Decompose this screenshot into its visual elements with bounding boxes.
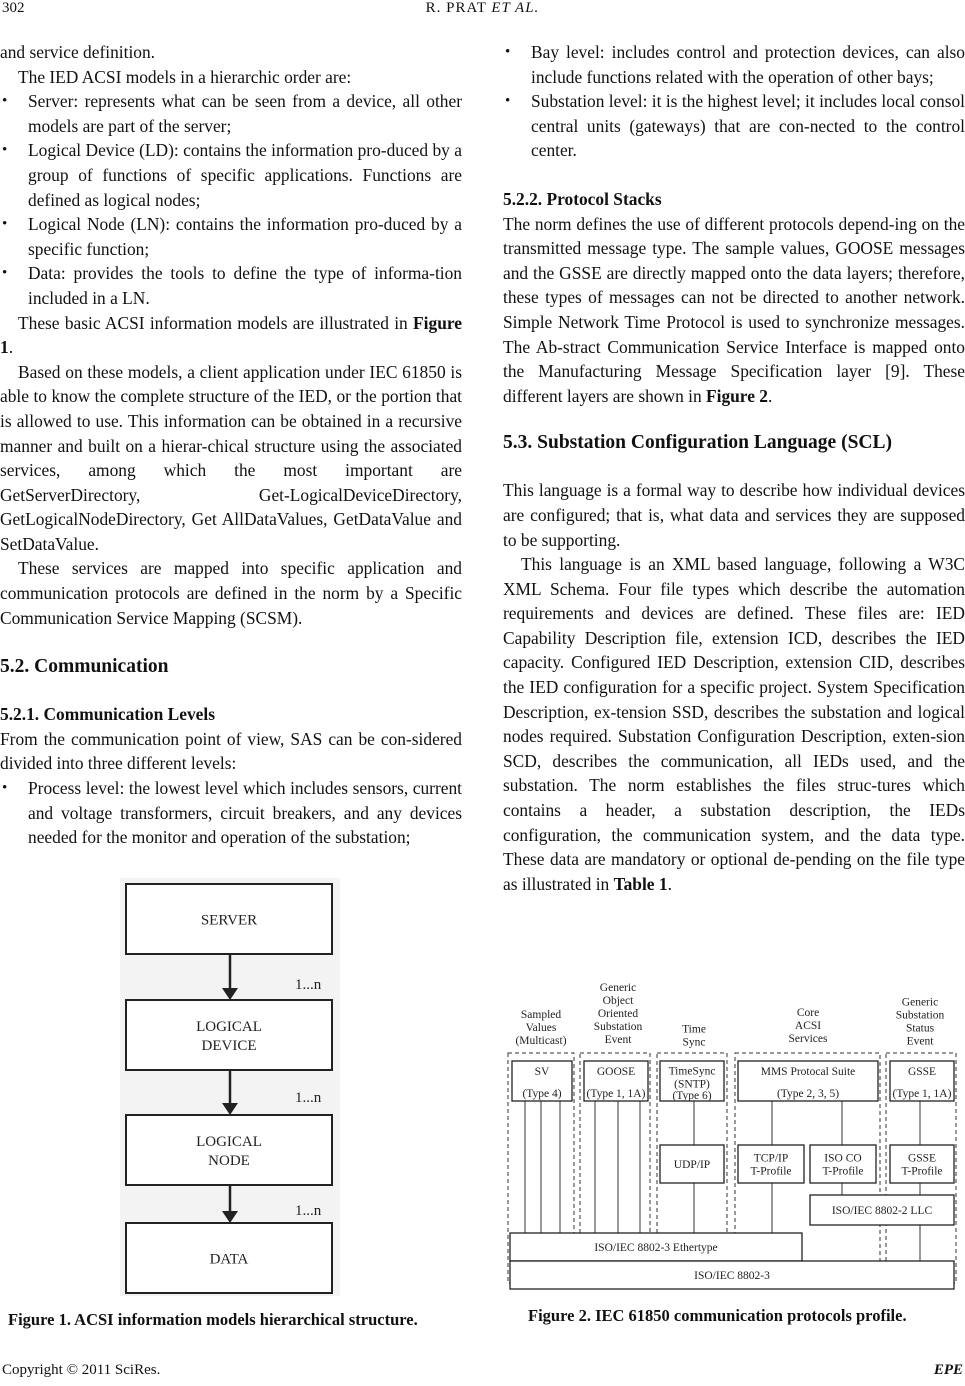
fig2-label-gsse-type: (Type 1, 1A) [892, 1088, 952, 1101]
fig2-label-goose: GOOSE [596, 1066, 636, 1079]
fig2-label-gsse-header: Generic Substation Status Event [895, 996, 945, 1048]
fig2-label-sv: SV [534, 1066, 550, 1079]
section-heading-scl: 5.3. Substation Configuration Language (SCL) [503, 432, 892, 454]
scl-paragraph-2 [503, 552, 965, 896]
fig2-label-udp: UDP/IP [673, 1159, 711, 1172]
fig2-label-isoco: ISO CO T-Profile [822, 1152, 864, 1178]
footer-journal: EPE [933, 1362, 963, 1378]
running-head [0, 0, 965, 17]
protocol-paragraph [503, 212, 965, 409]
figure1-diagram [110, 878, 350, 1298]
fig1-multiplicity: 1...n [295, 977, 322, 993]
section-heading-communication: 5.2. Communication [0, 656, 169, 678]
client-paragraph: Based on these models, a client application under IEC 61850 is able to know the complete structure of the IED, or the portion that is allowed to use. This information can be obtained in a recursive manner and built on a hierar-chical structure using the associated services, among which the most important are GetServerDirectory, Get-LogicalDeviceDirectory, GetLogicalNodeDirectory, Get AllDataValues, GetDataValue and SetDataValue. [0, 361, 462, 554]
levels-list-continued [503, 40, 965, 163]
paragraph-text: This language is an XML based language, following a W3C XML Schema. Four file types which describe the automation requirements and devices are defined. These files are: IED Capability Description file, extension ICD, describes the IED capacity. Configured IED Description, extension CID, describes the IED configuration for a specific project. System Specification Description, ex-tension SSD, describes the substation and logical nodes required. Substation Configuration Description, exten-sion SCD, describes the communication, all IEDs used, and the substation. The norm establishes the files struc-tures which contains a header, a substation description, the IEDs configuration, the communication system, and the data type. These data are mandatory or optional de-pending on the file type as illustrated in [503, 554, 965, 894]
fig2-label-sampled-values: Sampled Values (Multicast) [515, 1009, 567, 1048]
figure2-diagram [500, 975, 962, 1297]
fig1-label-data: DATA [209, 1251, 249, 1268]
running-head-authors: R. PRAT [425, 0, 487, 16]
page-number: 302 [2, 0, 25, 16]
list-item: • Bay level: includes control and protection devices, can also include functions related with the operation of other bays; [503, 40, 965, 89]
figure2-ref: Figure 2 [705, 385, 768, 406]
services-paragraph: These services are mapped into specific application and communication protocols are defined in the norm by a Specific Communication Service Mapping (SCSM). [0, 558, 462, 628]
fig2-label-tcp: TCP/IP T-Profile [750, 1152, 792, 1178]
scl-paragraph-1: This language is a formal way to describe how individual devices are configured; that is, what data and services they are supposed to be supporting. [503, 480, 965, 550]
figure2-caption: Figure 2. IEC 61850 communication protocols profile. [528, 1306, 907, 1325]
fig1-label-logical-node: LOGICAL NODE [196, 1133, 262, 1169]
left-column [0, 40, 462, 850]
running-head-etal: ET AL. [491, 0, 540, 16]
fig2-label-goose-type: (Type 1, 1A) [586, 1088, 646, 1101]
intro-text: and service definition. [0, 42, 156, 62]
list-item: • Logical Node (LN): contains the information pro-duced by a specific function; [0, 212, 462, 261]
fig1-box-logical-device [126, 1000, 332, 1070]
list-item: • Process level: the lowest level which includes sensors, current and voltage transformers, circuit breakers, and any devices needed for the monitor and operation of the substation; [0, 776, 462, 850]
list-item: • Data: provides the tools to define the type of informa-tion included in a LN. [0, 261, 462, 310]
figure1-caption: Figure 1. ACSI information models hierarchical structure. [8, 1310, 418, 1329]
paragraph-text: . [667, 873, 672, 894]
fig2-label-sv-type: (Type 4) [522, 1088, 562, 1101]
list-item: • Substation level: it is the highest level; it includes local consol central units (gateways) that are con-nected to the control center. [503, 89, 965, 163]
fig2-label-timesync: TimeSync (SNTP) [668, 1065, 716, 1091]
fig2-label-timesync-type: (Type 6) [672, 1090, 712, 1103]
fig2-label-ethertype: ISO/IEC 8802-3 Ethertype [594, 1242, 718, 1255]
fig2-label-gsse: GSSE [907, 1066, 937, 1079]
paragraph-text: The norm defines the use of different protocols depend-ing on the transmitted message type. The sample values, GOOSE messages and the GSSE are directly mapped onto the data layers; therefore, these types of messages can not be directed to another network. Simple Network Time Protocol is used to synchronize messages. The Ab-stract Communication Service Interface is mapped onto the Manufacturing Message Specification layer [9]. These different layers are shown in [503, 213, 965, 406]
fig2-label-iso8802: ISO/IEC 8802-3 [694, 1270, 770, 1283]
paragraph-text: . [767, 385, 773, 406]
subsection-heading-levels: 5.2.1. Communication Levels [0, 704, 215, 725]
figure1-ref: Figure 1 [0, 312, 462, 358]
fig2-label-time-sync: Time Sync [682, 1023, 706, 1049]
levels-list [0, 776, 462, 850]
models-intro: The IED ACSI models in a hierarchic order are: [18, 66, 352, 87]
fig1-multiplicity: 1...n [295, 1090, 322, 1106]
fig1-multiplicity: 1...n [295, 1203, 322, 1219]
fig2-label-goose-header: Generic Object Oriented Substation Event [593, 982, 643, 1047]
fig2-label-mms-type: (Type 2, 3, 5) [776, 1088, 840, 1101]
footer-copyright: Copyright © 2011 SciRes. [2, 1362, 161, 1378]
fig2-label-core-acsi: Core ACSI Services [788, 1007, 828, 1046]
fig2-label-mms: MMS Protocal Suite [760, 1066, 856, 1079]
models-list [0, 89, 462, 310]
list-item: • Server: represents what can be seen from a device, all other models are part of the server; [0, 89, 462, 138]
fig1-label-server: SERVER [200, 912, 258, 929]
illustrated-paragraph [0, 311, 462, 360]
fig1-box-logical-node [126, 1115, 332, 1185]
list-item: • Logical Device (LD): contains the information pro-duced by a group of functions of specific applications. Functions are defined as logical nodes; [0, 138, 462, 212]
fig2-label-llc: ISO/IEC 8802-2 LLC [831, 1205, 933, 1218]
paragraph-text: . [8, 337, 14, 358]
right-column [503, 40, 965, 896]
table1-ref: Table 1 [613, 873, 668, 894]
subsection-heading-protocol: 5.2.2. Protocol Stacks [503, 188, 662, 209]
paragraph-text: These basic ACSI information models are illustrated in [18, 312, 414, 333]
levels-paragraph: From the communication point of view, SAS can be con-sidered divided into three different levels: [0, 728, 462, 774]
fig2-label-gsse-t: GSSE T-Profile [901, 1152, 943, 1178]
fig1-label-logical-device: LOGICAL DEVICE [196, 1018, 262, 1054]
